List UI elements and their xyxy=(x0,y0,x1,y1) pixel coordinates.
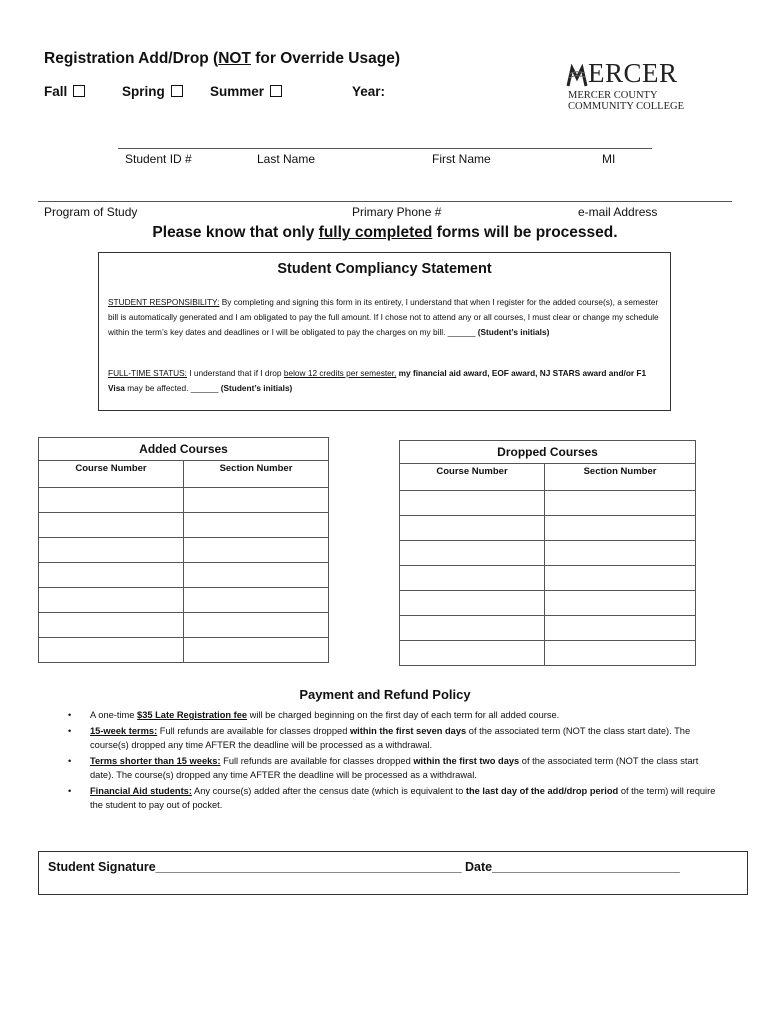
policy-text: A one-time xyxy=(90,710,138,720)
fulltime-text-a: I understand that if I drop xyxy=(186,368,284,378)
bullet-icon: • xyxy=(68,725,72,736)
added-section-number-cell[interactable] xyxy=(184,588,329,613)
policy-item-15-week xyxy=(68,724,718,753)
added-section-number-cell[interactable] xyxy=(184,488,329,513)
added-course-row xyxy=(39,488,329,513)
fulltime-text-c: may be affected. ______ xyxy=(124,383,221,393)
bullet-icon: • xyxy=(68,785,72,796)
policy-text: of the associated term (NOT the class start date). The course(s) dropped any time AFTER the deadline will be processed as a withdrawal. xyxy=(90,725,691,750)
spring-checkbox[interactable] xyxy=(171,85,183,97)
policy-bold: within the first seven days xyxy=(349,725,467,736)
title-text: Registration Add/Drop ( xyxy=(44,50,219,67)
added-course-number-header: Course Number xyxy=(39,461,184,488)
fall-checkbox[interactable] xyxy=(73,85,85,97)
added-course-row xyxy=(39,613,329,638)
year-label: Year: xyxy=(352,84,386,99)
added-course-row xyxy=(39,513,329,538)
dropped-course-row xyxy=(400,566,696,591)
dropped-course-row xyxy=(400,591,696,616)
added-course-number-cell[interactable] xyxy=(39,488,184,513)
student-signature-field[interactable]: Student Signature____________________________________________ xyxy=(48,860,462,874)
signature-box xyxy=(38,851,748,895)
compliancy-statement xyxy=(98,252,671,411)
policy-item-late-fee xyxy=(68,708,718,723)
dropped-course-number-cell[interactable] xyxy=(400,541,545,566)
title-text-end: for Override Usage) xyxy=(250,50,400,67)
added-course-number-cell[interactable] xyxy=(39,538,184,563)
logo-wordmark: ERCER xyxy=(588,58,678,88)
policy-bold: the last day of the add/drop period xyxy=(465,785,619,796)
added-section-number-header: Section Number xyxy=(184,461,329,488)
term-spring-label: Spring xyxy=(122,84,165,99)
policy-text: Full refunds are available for classes dropped xyxy=(220,755,414,766)
dropped-section-number-cell[interactable] xyxy=(545,516,696,541)
mercer-logo-mark-icon xyxy=(566,64,588,88)
added-courses-caption: Added Courses xyxy=(39,438,329,461)
responsibility-initials: (Student’s initials) xyxy=(475,327,550,337)
mi-label: MI xyxy=(602,152,616,166)
added-course-number-cell[interactable] xyxy=(39,638,184,663)
completion-notice xyxy=(0,224,770,242)
added-course-number-cell[interactable] xyxy=(39,563,184,588)
policy-text: of the associated term (NOT the class start date). The course(s) dropped any time AFTER the deadline will be processed as a withdrawal. xyxy=(90,755,699,780)
dropped-course-row xyxy=(400,516,696,541)
added-course-number-cell[interactable] xyxy=(39,513,184,538)
title-not: NOT xyxy=(218,50,251,67)
term-summer[interactable] xyxy=(210,84,282,99)
bullet-icon: • xyxy=(68,710,72,720)
added-course-row xyxy=(39,538,329,563)
fulltime-initials: (Student’s initials) xyxy=(220,383,293,393)
notice-underlined: fully completed xyxy=(318,224,433,241)
dropped-section-number-cell[interactable] xyxy=(545,591,696,616)
added-course-row xyxy=(39,588,329,613)
dropped-course-number-header: Course Number xyxy=(400,464,545,491)
dropped-section-number-cell[interactable] xyxy=(545,616,696,641)
policy-emphasis: Financial Aid students: xyxy=(90,785,192,796)
dropped-course-number-cell[interactable] xyxy=(400,641,545,666)
term-spring[interactable] xyxy=(122,84,183,99)
responsibility-heading: STUDENT RESPONSIBILITY: xyxy=(108,297,220,307)
dropped-course-row xyxy=(400,491,696,516)
fields-line-1 xyxy=(118,148,652,149)
last-name-label: Last Name xyxy=(257,152,316,166)
policy-text: of the term) will require the student to pay out of pocket. xyxy=(90,785,716,810)
policy-text: Full refunds are available for classes dropped xyxy=(157,725,350,736)
policy-item-short-terms xyxy=(68,754,718,783)
policy-title: Payment and Refund Policy xyxy=(299,687,471,702)
responsibility-paragraph xyxy=(108,295,660,340)
dropped-section-number-cell[interactable] xyxy=(545,641,696,666)
statement-title: Student Compliancy Statement xyxy=(277,261,492,277)
policy-emphasis: 15-week terms: xyxy=(90,725,158,736)
added-section-number-cell[interactable] xyxy=(184,538,329,563)
fulltime-paragraph xyxy=(108,366,660,396)
dropped-course-number-cell[interactable] xyxy=(400,516,545,541)
dropped-section-number-cell[interactable] xyxy=(545,491,696,516)
dropped-course-row xyxy=(400,541,696,566)
form-title xyxy=(44,50,400,68)
dropped-section-number-header: Section Number xyxy=(545,464,696,491)
added-course-number-cell[interactable] xyxy=(39,613,184,638)
added-course-number-cell[interactable] xyxy=(39,588,184,613)
term-summer-label: Summer xyxy=(210,84,265,99)
added-section-number-cell[interactable] xyxy=(184,613,329,638)
dropped-courses-table xyxy=(399,440,696,666)
notice-text: Please know that only xyxy=(152,224,319,241)
policy-list xyxy=(68,708,718,814)
term-fall[interactable] xyxy=(44,84,85,99)
added-course-row xyxy=(39,638,329,663)
policy-item-financial-aid xyxy=(68,784,718,813)
policy-text: will be charged beginning on the first day of each term for all added course. xyxy=(247,710,560,720)
added-section-number-cell[interactable] xyxy=(184,513,329,538)
fulltime-underlined: below 12 credits per semester, xyxy=(283,368,397,378)
term-fall-label: Fall xyxy=(44,84,68,99)
student-id-label: Student ID # xyxy=(125,152,192,166)
fulltime-bold: my financial aid award, EOF award, NJ STARS award and/or F1 Visa xyxy=(108,368,647,393)
mercer-logo xyxy=(566,56,690,114)
added-course-row xyxy=(39,563,329,588)
policy-emphasis: Terms shorter than 15 weeks: xyxy=(90,755,221,766)
date-field[interactable]: Date___________________________ xyxy=(465,860,680,874)
first-name-label: First Name xyxy=(432,152,491,166)
dropped-courses-caption: Dropped Courses xyxy=(400,441,696,464)
fields-line-2 xyxy=(38,201,732,202)
added-section-number-cell[interactable] xyxy=(184,563,329,588)
policy-emphasis: $35 Late Registration fee xyxy=(137,710,248,720)
dropped-course-number-cell[interactable] xyxy=(400,566,545,591)
summer-checkbox[interactable] xyxy=(270,85,282,97)
logo-line2: COMMUNITY COLLEGE xyxy=(568,101,684,112)
notice-text-end: forms will be processed. xyxy=(432,224,618,241)
policy-text: Any course(s) added after the census date (which is equivalent to xyxy=(191,785,466,796)
added-courses-table xyxy=(38,437,329,663)
phone-label: Primary Phone # xyxy=(352,205,442,219)
bullet-icon: • xyxy=(68,755,72,766)
dropped-section-number-cell[interactable] xyxy=(545,566,696,591)
dropped-course-number-cell[interactable] xyxy=(400,491,545,516)
added-section-number-cell[interactable] xyxy=(184,638,329,663)
policy-bold: within the first two days xyxy=(413,755,520,766)
email-label: e-mail Address xyxy=(578,205,658,219)
dropped-course-row xyxy=(400,641,696,666)
dropped-course-number-cell[interactable] xyxy=(400,591,545,616)
program-label: Program of Study xyxy=(44,205,138,219)
dropped-course-number-cell[interactable] xyxy=(400,616,545,641)
dropped-section-number-cell[interactable] xyxy=(545,541,696,566)
dropped-course-row xyxy=(400,616,696,641)
fulltime-heading: FULL-TIME STATUS: xyxy=(108,368,187,378)
responsibility-body: By completing and signing this form in its entirety, I understand that when I register for the added course(s), a semester bill is automatically generated and I am obligated to pay the full amount. If I chose not to attend any or all courses, I must clear or change my schedule within the term’s key dates and deadlines or I will be obligated to pay the charges on my bill. ______ xyxy=(108,297,659,337)
logo-line1: MERCER COUNTY xyxy=(568,90,658,101)
